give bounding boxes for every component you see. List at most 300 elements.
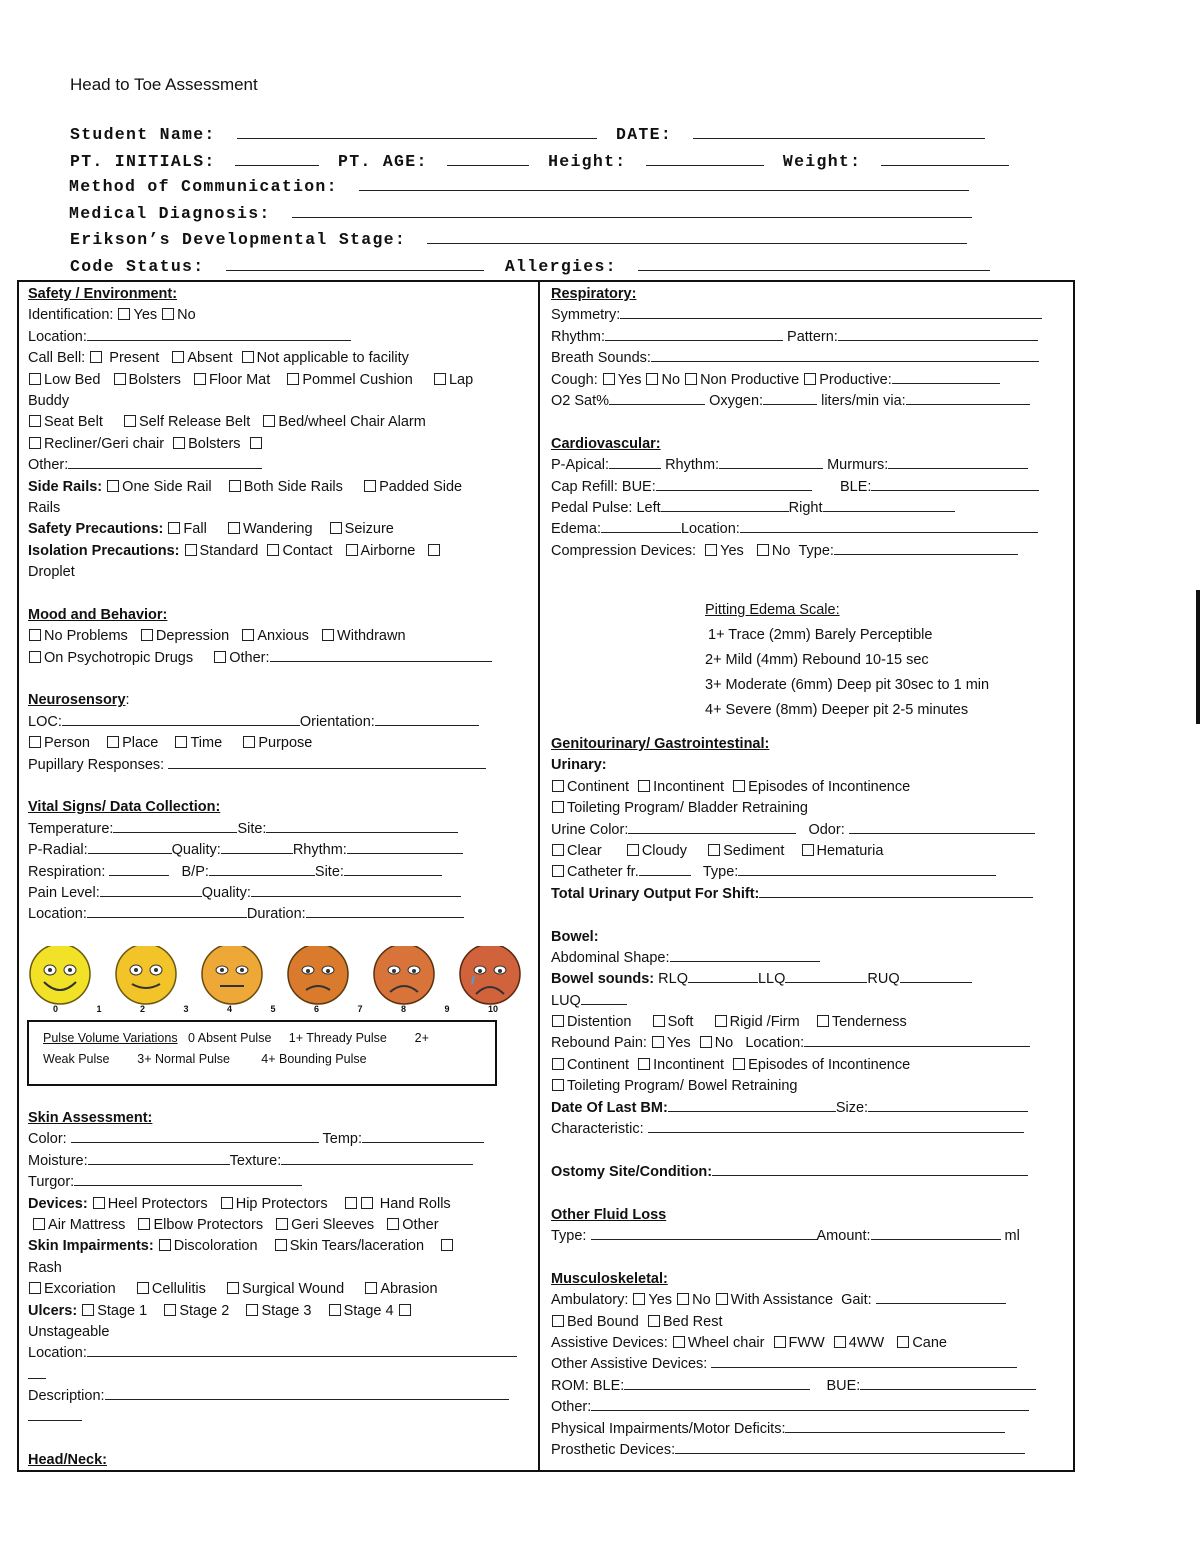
right-label: Right [788,499,823,516]
site2-field[interactable] [344,862,442,876]
physical-field[interactable] [785,1419,1005,1433]
face-4 [202,946,262,1004]
size-field[interactable] [868,1098,1028,1112]
murmurs-field[interactable] [888,455,1028,469]
p-apical-field[interactable] [609,455,661,469]
pt-age-field[interactable] [447,151,529,166]
duration-label: Duration: [246,906,306,923]
odor-label: Odor: [808,821,845,838]
4ww-label: 4WW [848,1334,885,1351]
depression-label: Depression [155,628,230,645]
seizure-label: Seizure [344,521,394,538]
diagnosis-field[interactable] [292,203,972,218]
catheter-field[interactable] [639,862,691,876]
face-6 [288,946,348,1004]
o2sat-label: O2 Sat% [551,392,610,409]
bed-rest-label: Bed Rest [662,1313,723,1330]
moisture-field[interactable] [88,1151,230,1165]
checkbox[interactable] [185,544,197,556]
checkbox[interactable] [276,1218,288,1230]
pupillary-field[interactable] [168,755,486,769]
neuro-colon: : [125,692,130,709]
checkbox[interactable] [175,736,187,748]
geri-sleeves-label: Geri Sleeves [291,1216,375,1233]
checkbox[interactable] [263,415,275,427]
characteristic-field[interactable] [648,1119,1024,1133]
checkbox[interactable] [387,1218,399,1230]
toileting2-label: Toileting Program/ Bowel Retraining [567,1078,798,1095]
pedal-right-field[interactable] [823,498,955,512]
checkbox[interactable] [138,1218,150,1230]
checkbox[interactable] [114,373,126,385]
physical-label: Physical Impairments/Motor Deficits: [551,1420,786,1437]
call-bell-label: Call Bell: [28,350,86,367]
checkbox[interactable] [267,544,279,556]
buddy-label: Buddy [28,392,70,409]
stage1-label: Stage 1 [97,1302,148,1319]
right-column-lower [551,734,1036,1461]
turgor-label: Turgor: [28,1174,75,1191]
checkbox[interactable] [221,1197,233,1209]
yes-label: Yes [666,1035,691,1052]
header-row-1 [70,124,985,145]
checkbox[interactable] [673,1336,685,1348]
height-label: Height: [548,152,627,171]
checkbox[interactable] [708,844,720,856]
checkbox[interactable] [141,629,153,641]
pain-scale-number: 6 [314,1004,320,1014]
checkbox[interactable] [322,629,334,641]
devices-label: Devices: [28,1195,88,1212]
checkbox[interactable] [677,1293,689,1305]
checkbox[interactable] [246,1304,258,1316]
checkbox[interactable] [162,308,174,320]
checkbox[interactable] [804,373,816,385]
side-rails-label: Side Rails: [28,478,103,495]
checkbox[interactable] [733,1058,745,1070]
temp-label: Temp: [322,1131,362,1148]
temperature-field[interactable] [113,819,237,833]
checkbox[interactable] [364,480,376,492]
anxious-label: Anxious [257,628,309,645]
with-assist-label: With Assistance [730,1292,834,1309]
site-field[interactable] [266,819,458,833]
episodes2-label: Episodes of Incontinence [748,1056,911,1073]
right-column [551,284,1042,605]
excoriation-label: Excoriation [44,1281,116,1298]
checkbox[interactable] [552,801,564,813]
cardio-heading: Cardiovascular: [551,435,661,452]
checkbox[interactable] [124,415,136,427]
bowel-sounds-label: Bowel sounds: [551,971,655,988]
urine-color-label: Urine Color: [551,821,629,838]
moisture-label: Moisture: [28,1152,88,1169]
characteristic-label: Characteristic: [551,1121,644,1138]
stage2-label: Stage 2 [179,1302,230,1319]
texture-field[interactable] [281,1151,473,1165]
present-label: Present [109,350,160,367]
checkbox[interactable] [168,522,180,534]
checkbox[interactable] [361,1197,373,1209]
checkbox[interactable] [627,844,639,856]
checkbox[interactable] [228,522,240,534]
loc-field[interactable] [62,712,300,726]
no-label: No [771,542,791,559]
pain-scale-number: 4 [227,1004,233,1014]
standard-label: Standard [199,542,259,559]
pain-scale-number: 0 [53,1004,59,1014]
safety-precautions-label: Safety Precautions: [28,521,164,538]
checkbox[interactable] [346,544,358,556]
code-status-field[interactable] [226,256,484,271]
one-side-label: One Side Rail [122,478,212,495]
orientation-label: Orientation: [299,713,375,730]
llq-field[interactable] [785,969,867,983]
sediment-label: Sediment [723,842,785,859]
checkbox[interactable] [757,544,769,556]
other-assistive-field[interactable] [711,1354,1017,1368]
pt-initials-label: PT. INITIALS: [70,152,216,171]
checkbox[interactable] [29,415,41,427]
cellulitis-label: Cellulitis [151,1281,206,1298]
type2-field[interactable] [738,862,996,876]
checkbox[interactable] [552,1079,564,1091]
stage3-label: Stage 3 [261,1302,312,1319]
gait-label: Gait: [841,1292,872,1309]
productive-field[interactable] [892,370,1000,384]
checkbox[interactable] [107,480,119,492]
total-urinary-field[interactable] [759,884,1033,898]
pain-scale-number: 1 [96,1004,102,1014]
checkbox[interactable] [552,1015,564,1027]
rom-ble-field[interactable] [624,1376,810,1390]
breath-sounds-label: Breath Sounds: [551,350,651,367]
checkbox[interactable] [33,1218,45,1230]
psychotropic-label: On Psychotropic Drugs [44,649,194,666]
heel-label: Heel Protectors [107,1195,208,1212]
checkbox[interactable] [93,1197,105,1209]
checkbox[interactable] [441,1239,453,1251]
non-productive-label: Non Productive [700,371,800,388]
location2-field[interactable] [804,1033,1030,1047]
abd-shape-field[interactable] [670,948,820,962]
description-label: Description: [28,1388,105,1405]
place-label: Place [122,735,159,752]
pitting-2: 2+ Mild (4mm) Rebound 10-15 sec [705,652,929,668]
luq-field[interactable] [581,991,627,1005]
face-8 [374,946,434,1004]
checkbox[interactable] [802,844,814,856]
rhythm-label: Rhythm: [292,842,347,859]
other2-field[interactable] [270,648,492,662]
toileting-label: Toileting Program/ Bladder Retraining [567,800,808,817]
location-field[interactable] [740,519,1038,533]
checkbox[interactable] [82,1304,94,1316]
pedal-left-field[interactable] [661,498,789,512]
checkbox[interactable] [700,1036,712,1048]
student-name-field[interactable] [237,124,597,139]
edema-field[interactable] [601,519,681,533]
respiration-field[interactable] [109,862,169,876]
type2-label: Type: [702,864,739,881]
o2sat-field[interactable] [609,391,705,405]
checkbox[interactable] [638,1058,650,1070]
continent2-label: Continent [567,1056,630,1073]
quality2-field[interactable] [251,883,461,897]
location-label: Location: [28,328,87,345]
checkbox[interactable] [646,373,658,385]
location2-field[interactable] [87,904,247,918]
pulse-volume-heading: Pulse Volume Variations [43,1031,178,1045]
neuro-heading: Neurosensory [28,692,126,709]
checkbox[interactable] [164,1304,176,1316]
checkbox[interactable] [685,373,697,385]
checkbox[interactable] [214,651,226,663]
checkbox[interactable] [552,780,564,792]
checkbox[interactable] [227,1282,239,1294]
method-field[interactable] [359,176,969,191]
pain-level-label: Pain Level: [28,884,100,901]
odor-field[interactable] [849,820,1035,834]
padded-label: Padded Side [379,478,463,495]
rhythm-field[interactable] [605,327,783,341]
checkbox[interactable] [428,544,440,556]
musc-heading: Musculoskeletal: [551,1270,668,1287]
checkbox[interactable] [552,844,564,856]
checkbox[interactable] [29,651,41,663]
location3-field-cont[interactable] [28,1365,46,1379]
checkbox[interactable] [365,1282,377,1294]
unstageable-label: Unstageable [28,1323,110,1340]
header-row-2 [70,151,1009,172]
withdrawn-label: Withdrawn [337,628,406,645]
checkbox[interactable] [552,865,564,877]
bed-alarm-label: Bed/wheel Chair Alarm [278,414,426,431]
checkbox[interactable] [250,437,262,449]
elbow-label: Elbow Protectors [153,1216,264,1233]
checkbox[interactable] [733,780,745,792]
checkbox[interactable] [159,1239,171,1251]
air-mattress-label: Air Mattress [48,1216,126,1233]
gait-field[interactable] [876,1290,1006,1304]
rhythm2-field[interactable] [719,455,823,469]
checkbox[interactable] [345,1197,357,1209]
pitting-scale [705,598,989,723]
checkbox[interactable] [137,1282,149,1294]
checkbox[interactable] [716,1293,728,1305]
checkbox[interactable] [242,629,254,641]
bed-bound-label: Bed Bound [567,1313,639,1330]
pain-scale-number: 5 [270,1004,276,1014]
urine-color-field[interactable] [628,820,796,834]
breath-sounds-field[interactable] [651,348,1039,362]
height-field[interactable] [646,151,764,166]
duration-field[interactable] [306,904,464,918]
checkbox[interactable] [29,1282,41,1294]
symmetry-label: Symmetry: [551,307,621,324]
ruq-field[interactable] [900,969,972,983]
murmurs-label: Murmurs: [827,457,889,474]
stage4-label: Stage 4 [343,1302,394,1319]
last-bm-label: Date Of Last BM: [551,1099,668,1116]
no-problems-label: No Problems [44,628,128,645]
loc-label: LOC: [28,713,62,730]
checkbox[interactable] [653,1015,665,1027]
bolsters-label: Bolsters [128,371,181,388]
discoloration-label: Discoloration [173,1238,258,1255]
checkbox[interactable] [90,351,102,363]
checkbox[interactable] [834,1336,846,1348]
episodes-label: Episodes of Incontinence [748,778,911,795]
rhythm-label: Rhythm: [551,328,605,345]
location2-label: Location: [745,1035,805,1052]
temperature-label: Temperature: [28,820,114,837]
airborne-label: Airborne [360,542,416,559]
both-side-label: Both Side Rails [243,478,343,495]
ble-field[interactable] [871,477,1039,491]
checkbox[interactable] [243,736,255,748]
header-row-4 [69,203,972,224]
pain-scale-number: 8 [401,1004,407,1014]
pulse-line-1: 0 Absent Pulse 1+ Thready Pulse 2+ [188,1031,429,1045]
weight-field[interactable] [881,151,1009,166]
ostomy-field[interactable] [712,1162,1028,1176]
symmetry-field[interactable] [620,305,1042,319]
rlq-label: RLQ [658,971,688,988]
checkbox[interactable] [638,780,650,792]
ostomy-label: Ostomy Site/Condition: [551,1163,713,1180]
location-field[interactable] [87,327,351,341]
checkbox[interactable] [229,480,241,492]
location3-field[interactable] [87,1343,517,1357]
checkbox[interactable] [705,544,717,556]
site-label: Site: [237,820,267,837]
checkbox[interactable] [603,373,615,385]
checkbox[interactable] [715,1015,727,1027]
checkbox[interactable] [29,736,41,748]
fall-label: Fall [183,521,207,538]
other-field[interactable] [591,1397,1029,1411]
checkbox[interactable] [173,437,185,449]
recliner-label: Recliner/Geri chair [44,435,165,452]
checkbox[interactable] [287,373,299,385]
oxygen-field[interactable] [763,391,817,405]
checkbox[interactable] [399,1304,411,1316]
hip-label: Hip Protectors [235,1195,328,1212]
checkbox[interactable] [774,1336,786,1348]
bp-field[interactable] [209,862,315,876]
checkbox[interactable] [897,1336,909,1348]
checkbox[interactable] [29,437,41,449]
ble-label: BLE: [839,478,872,495]
checkbox[interactable] [434,373,446,385]
checkbox[interactable] [242,351,254,363]
pitting-1: 1+ Trace (2mm) Barely Perceptible [708,627,933,643]
rlq-field[interactable] [688,969,758,983]
p-apical-label: P-Apical: [551,457,610,474]
checkbox[interactable] [107,736,119,748]
type3-field[interactable] [591,1226,817,1240]
rhythm2-label: Rhythm: [665,457,720,474]
bue-field[interactable] [860,1376,1036,1390]
checkbox[interactable] [648,1315,660,1327]
ambulatory-label: Ambulatory: [551,1292,629,1309]
checkbox[interactable] [552,1315,564,1327]
pt-initials-field[interactable] [235,151,319,166]
checkbox[interactable] [29,629,41,641]
checkbox[interactable] [172,351,184,363]
checkbox[interactable] [552,1058,564,1070]
rigid-label: Rigid /Firm [729,1014,800,1031]
checkbox[interactable] [29,373,41,385]
header-row-3 [69,176,969,197]
checkbox[interactable] [652,1036,664,1048]
color-field[interactable] [71,1129,319,1143]
turgor-field[interactable] [74,1172,302,1186]
type-field[interactable] [834,541,1018,555]
location2-label: Location: [28,906,87,923]
last-bm-field[interactable] [668,1098,836,1112]
vitals-heading: Vital Signs/ Data Collection: [28,799,221,816]
checkbox[interactable] [275,1239,287,1251]
allergies-field[interactable] [638,256,990,271]
temp-field[interactable] [362,1129,484,1143]
pattern-field[interactable] [838,327,1038,341]
page-title: Head to Toe Assessment [70,75,258,94]
bp-label: B/P: [181,863,209,880]
rhythm-field[interactable] [347,840,463,854]
rails-label: Rails [28,499,61,516]
site2-label: Site: [314,863,344,880]
orientation-field[interactable] [375,712,479,726]
type-label: Type: [798,542,834,559]
checkbox[interactable] [330,522,342,534]
face-2 [116,946,176,1004]
description-field-cont[interactable] [28,1407,82,1421]
incontinent2-label: Incontinent [653,1056,725,1073]
quality-field[interactable] [221,840,293,854]
liters-field[interactable] [906,391,1030,405]
prosthetic-field[interactable] [675,1440,1025,1454]
checkbox[interactable] [194,373,206,385]
abd-shape-label: Abdominal Shape: [551,949,670,966]
date-label: DATE: [616,125,673,144]
other-field[interactable] [68,455,262,469]
checkbox[interactable] [817,1015,829,1027]
pain-level-field[interactable] [100,883,202,897]
other-label: Other: [551,1399,592,1416]
not-applicable-label: Not applicable to facility [256,350,409,367]
pitting-3: 3+ Moderate (6mm) Deep pit 30sec to 1 min [705,677,990,693]
yes-label: Yes [720,542,744,559]
amount-field[interactable] [871,1226,1001,1240]
cap-refill-bue-field[interactable] [656,477,812,491]
contact-label: Contact [282,542,333,559]
description-field[interactable] [105,1386,509,1400]
erikson-field[interactable] [427,229,967,244]
checkbox[interactable] [329,1304,341,1316]
date-field[interactable] [693,124,985,139]
head-neck-heading: Head/Neck: [28,1452,107,1469]
rebound-label: Rebound Pain: [551,1035,647,1052]
checkbox[interactable] [118,308,130,320]
pupillary-label: Pupillary Responses: [28,756,165,773]
checkbox[interactable] [633,1293,645,1305]
purpose-label: Purpose [258,735,313,752]
p-radial-field[interactable] [88,840,172,854]
edge-mark [1196,590,1200,724]
floor-mat-label: Floor Mat [209,371,271,388]
